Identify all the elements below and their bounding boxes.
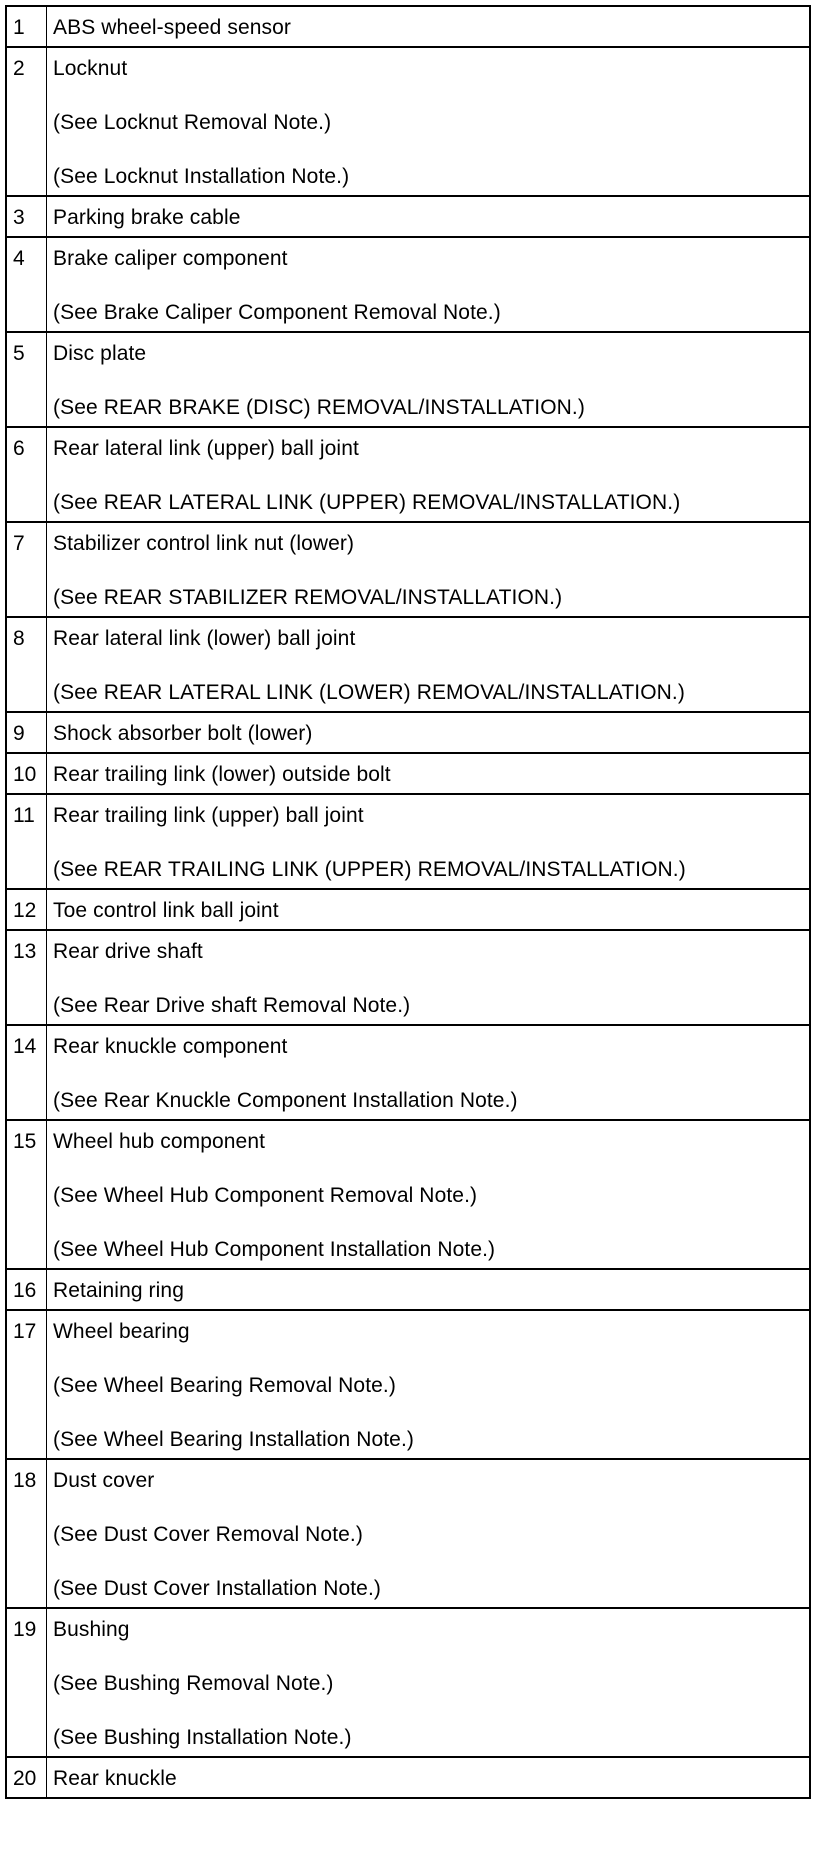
table-row: [7, 1607, 809, 1756]
part-note-link[interactable]: (See REAR LATERAL LINK (UPPER) REMOVAL/INSTALLATION.): [53, 491, 681, 514]
part-number: 8: [7, 618, 47, 711]
part-name: Bushing: [53, 1618, 130, 1641]
table-row: [7, 521, 809, 616]
part-description: [47, 1121, 809, 1268]
part-note-link[interactable]: (See REAR LATERAL LINK (LOWER) REMOVAL/INSTALLATION.): [53, 681, 685, 704]
table-row: [7, 711, 809, 752]
part-number: 1: [7, 7, 47, 46]
part-name: Retaining ring: [53, 1279, 184, 1302]
part-name: Wheel bearing: [53, 1320, 190, 1343]
part-note-link[interactable]: (See Rear Drive shaft Removal Note.): [53, 994, 411, 1017]
part-description: [47, 238, 809, 331]
table-row: [7, 1024, 809, 1119]
part-name: Parking brake cable: [53, 206, 241, 229]
part-number: 7: [7, 523, 47, 616]
part-note-link[interactable]: (See REAR TRAILING LINK (UPPER) REMOVAL/INSTALLATION.): [53, 858, 686, 881]
part-name: ABS wheel-speed sensor: [53, 16, 291, 39]
part-note-link[interactable]: (See Locknut Installation Note.): [53, 165, 350, 188]
table-row: [7, 752, 809, 793]
part-name: Toe control link ball joint: [53, 899, 279, 922]
part-number: 16: [7, 1270, 47, 1309]
part-name: Stabilizer control link nut (lower): [53, 532, 355, 555]
part-description: [47, 754, 809, 793]
part-note-link[interactable]: (See Brake Caliper Component Removal Note.): [53, 301, 501, 324]
part-description: [47, 333, 809, 426]
table-row: [7, 616, 809, 711]
part-number: 2: [7, 48, 47, 195]
part-note-link[interactable]: (See Dust Cover Installation Note.): [53, 1577, 381, 1600]
part-name: Locknut: [53, 57, 128, 80]
part-note-link[interactable]: (See Dust Cover Removal Note.): [53, 1523, 363, 1546]
part-name: Rear lateral link (upper) ball joint: [53, 437, 359, 460]
part-description: [47, 931, 809, 1024]
part-description: [47, 48, 809, 195]
part-number: 13: [7, 931, 47, 1024]
parts-table: [5, 5, 811, 1799]
part-number: 10: [7, 754, 47, 793]
part-description: [47, 890, 809, 929]
table-row: [7, 195, 809, 236]
part-number: 14: [7, 1026, 47, 1119]
table-row: [7, 1268, 809, 1309]
part-name: Rear drive shaft: [53, 940, 203, 963]
part-description: [47, 7, 809, 46]
table-row: [7, 426, 809, 521]
part-name: Brake caliper component: [53, 247, 288, 270]
part-description: [47, 713, 809, 752]
part-number: 6: [7, 428, 47, 521]
part-number: 17: [7, 1311, 47, 1458]
part-name: Rear lateral link (lower) ball joint: [53, 627, 356, 650]
part-note-link[interactable]: (See Wheel Bearing Installation Note.): [53, 1428, 414, 1451]
table-row: [7, 46, 809, 195]
part-description: [47, 1758, 809, 1797]
part-number: 9: [7, 713, 47, 752]
part-name: Rear trailing link (upper) ball joint: [53, 804, 364, 827]
part-note-link[interactable]: (See REAR BRAKE (DISC) REMOVAL/INSTALLATION.): [53, 396, 585, 419]
table-row: [7, 7, 809, 46]
part-description: [47, 197, 809, 236]
part-note-link[interactable]: (See Wheel Hub Component Installation Note.): [53, 1238, 496, 1261]
part-number: 12: [7, 890, 47, 929]
table-row: [7, 1309, 809, 1458]
part-number: 4: [7, 238, 47, 331]
part-note-link[interactable]: (See Locknut Removal Note.): [53, 111, 332, 134]
part-number: 19: [7, 1609, 47, 1756]
part-note-link[interactable]: (See Bushing Removal Note.): [53, 1672, 334, 1695]
part-name: Disc plate: [53, 342, 147, 365]
table-row: [7, 793, 809, 888]
table-row: [7, 1119, 809, 1268]
part-note-link[interactable]: (See Wheel Bearing Removal Note.): [53, 1374, 396, 1397]
part-description: [47, 1311, 809, 1458]
part-description: [47, 1460, 809, 1607]
part-description: [47, 618, 809, 711]
part-note-link[interactable]: (See Wheel Hub Component Removal Note.): [53, 1184, 478, 1207]
part-note-link[interactable]: (See Bushing Installation Note.): [53, 1726, 352, 1749]
part-number: 3: [7, 197, 47, 236]
part-number: 18: [7, 1460, 47, 1607]
part-number: 11: [7, 795, 47, 888]
part-note-link[interactable]: (See Rear Knuckle Component Installation Note.): [53, 1089, 518, 1112]
table-row: [7, 1756, 809, 1797]
part-name: Shock absorber bolt (lower): [53, 722, 313, 745]
part-number: 20: [7, 1758, 47, 1797]
table-row: [7, 929, 809, 1024]
part-name: Dust cover: [53, 1469, 155, 1492]
part-note-link[interactable]: (See REAR STABILIZER REMOVAL/INSTALLATION.): [53, 586, 563, 609]
part-number: 5: [7, 333, 47, 426]
part-name: Rear knuckle: [53, 1767, 177, 1790]
part-name: Rear trailing link (lower) outside bolt: [53, 763, 391, 786]
part-description: [47, 1609, 809, 1756]
part-name: Rear knuckle component: [53, 1035, 288, 1058]
table-row: [7, 236, 809, 331]
table-row: [7, 888, 809, 929]
part-name: Wheel hub component: [53, 1130, 266, 1153]
part-description: [47, 795, 809, 888]
part-number: 15: [7, 1121, 47, 1268]
table-row: [7, 1458, 809, 1607]
part-description: [47, 428, 809, 521]
part-description: [47, 1026, 809, 1119]
table-row: [7, 331, 809, 426]
part-description: [47, 523, 809, 616]
part-description: [47, 1270, 809, 1309]
